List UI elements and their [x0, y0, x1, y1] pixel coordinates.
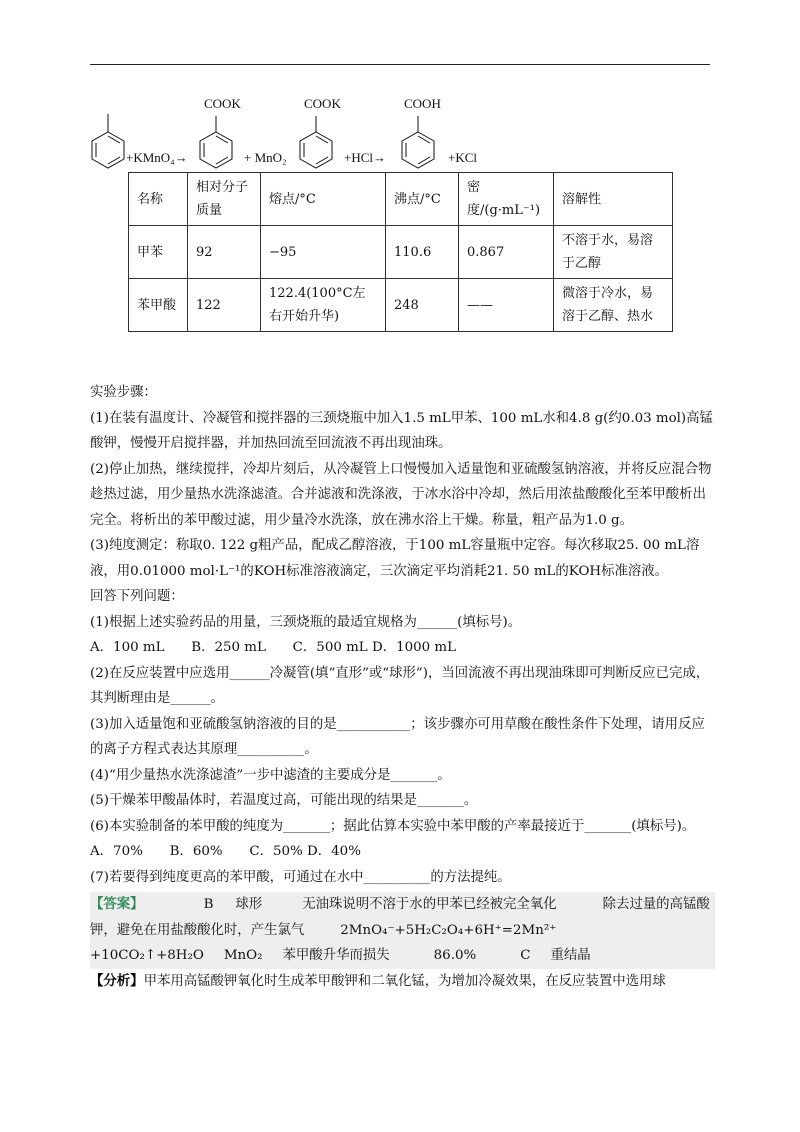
- question-7: (7)若要得到纯度更高的苯甲酸，可通过在水中__________的方法提纯。: [90, 869, 511, 885]
- table-cell: 不溶于水，易溶于乙醇: [554, 226, 673, 279]
- header-cell: 密度/(g·mL⁻¹): [459, 173, 554, 226]
- analysis-tag: 【分析】: [90, 972, 144, 989]
- table-cell: 0.867: [459, 226, 554, 279]
- answer-5: MnO₂: [223, 948, 263, 963]
- answer-7: 86.0%: [433, 948, 477, 963]
- question-1-options: A．100 mL B．250 mL C．500 mL D．1000 mL: [90, 640, 457, 655]
- answer-4: 除去过量的高锰酸钾，避免在用盐酸酸化时，产生氯气: [90, 897, 710, 938]
- reaction-term-1: +KMnO₄→: [126, 150, 188, 165]
- benzoic-acid-structure: [402, 116, 434, 168]
- answer-8: C: [520, 948, 531, 963]
- question-1: (1)根据上述实验药品的用量，三颈烧瓶的最适宜规格为______(填标号)。: [90, 614, 522, 630]
- answer-9: 重结晶: [550, 948, 591, 963]
- toluene-structure: [92, 114, 124, 168]
- analysis: [90, 969, 715, 995]
- step-1: (1)在装有温度计、冷凝管和搅拌器的三颈烧瓶中加入1.5 mL甲苯、100 mL水和4.8 g(约0.03 mol)高锰酸钾，慢慢开启搅拌器，并加热回流至回流液不再出现油珠。: [90, 410, 713, 451]
- group-label-2: COOK: [304, 96, 341, 111]
- table-cell: 110.6: [386, 226, 459, 279]
- group-label-3: COOH: [404, 96, 441, 111]
- table-header-row: [129, 173, 673, 226]
- header-cell: 相对分子质量: [188, 173, 261, 226]
- table-row: [129, 279, 673, 332]
- answer-2: 球形: [235, 897, 263, 912]
- table-cell: 微溶于冷水，易溶于乙醇、热水: [554, 279, 673, 332]
- header-cell: 熔点/°C: [261, 173, 386, 226]
- answer-1: B: [203, 897, 214, 912]
- table-cell: 122: [188, 279, 261, 332]
- question-5: (5)干燥苯甲酸晶体时，若温度过高，可能出现的结果是_______。: [90, 793, 478, 808]
- questions-intro: 回答下列问题：: [90, 589, 184, 604]
- analysis-text: 甲苯用高锰酸钾氧化时生成苯甲酸钾和二氧化锰，为增加冷凝效果，在反应装置中选用球: [143, 973, 666, 989]
- table-row: [129, 226, 673, 279]
- reaction-scheme: [90, 92, 710, 170]
- table-cell: ——: [459, 279, 554, 332]
- group-label-1: COOK: [204, 96, 241, 111]
- header-cell: 沸点/°C: [386, 173, 459, 226]
- potassium-benzoate-structure-1: [200, 116, 232, 168]
- document-body: [90, 380, 715, 994]
- reaction-term-2: + MnO₂: [244, 150, 287, 165]
- question-4: (4)“用少量热水洗涤滤渣”一步中滤渣的主要成分是_______。: [90, 767, 451, 783]
- answer-6: 苯甲酸升华而损失: [282, 948, 390, 963]
- question-6: (6)本实验制备的苯甲酸的纯度为_______；据此估算本实验中苯甲酸的产率最接近于_______(填标号)。: [90, 818, 696, 834]
- question-3: (3)加入适量饱和亚硫酸氢钠溶液的目的是___________；该步骤亦可用草酸在酸性条件下处理，请用反应的离子方程式表达其原理__________。: [90, 716, 705, 757]
- question-2: (2)在反应装置中应选用______冷凝管(填“直形”或“球形”)，当回流液不再出现油珠即可判断反应已完成，其判断理由是______。: [90, 665, 710, 706]
- table-cell: −95: [261, 226, 386, 279]
- answer-eq-2: +10CO₂↑+8H₂O: [90, 948, 204, 963]
- answer-3: 无油珠说明不溶于水的甲苯已经被完全氧化: [302, 897, 557, 912]
- step-3: (3)纯度测定：称取0. 122 g粗产品，配成乙醇溶液，于100 mL容量瓶中定容。每次移取25. 00 mL溶液，用0.01000 mol·L⁻¹的KOH标准溶液滴定，三次滴定平均消耗21. 50 mL的KOH标准溶液。: [90, 538, 700, 579]
- potassium-benzoate-structure-2: [300, 116, 332, 168]
- table-cell: 甲苯: [129, 226, 188, 279]
- table-cell: 248: [386, 279, 459, 332]
- table-cell: 92: [188, 226, 261, 279]
- reaction-term-4: +KCl: [448, 150, 478, 165]
- header-cell: 名称: [129, 173, 188, 226]
- header-cell: 溶解性: [554, 173, 673, 226]
- question-6-options: A．70% B．60% C．50% D．40%: [90, 844, 361, 859]
- steps-title: 实验步骤：: [90, 385, 157, 400]
- answer-eq-1: 2MnO₄⁻+5H₂C₂O₄+6H⁺=2Mn²⁺: [340, 922, 557, 938]
- header-rule: [90, 64, 710, 65]
- reaction-term-3: +HCl→: [344, 150, 387, 165]
- step-2: (2)停止加热，继续搅拌，冷却片刻后，从冷凝管上口慢慢加入适量饱和亚硫酸氢钠溶液，并将反应混合物趁热过滤，用少量热水洗涤滤渣。合并滤液和洗涤液，于冰水浴中冷却，然后用浓盐酸酸化至苯甲酸析出完全。将析出的苯甲酸过滤，用少量冷水洗涤，放在沸水浴上干燥。称量，粗产品为1.0 g。: [90, 461, 712, 528]
- table-cell: 苯甲酸: [129, 279, 188, 332]
- properties-table: [128, 172, 673, 332]
- table-cell: 122.4(100°C左右开始升华): [261, 279, 386, 332]
- answer-box: [90, 892, 715, 969]
- answer-tag: 【答案】: [90, 896, 144, 912]
